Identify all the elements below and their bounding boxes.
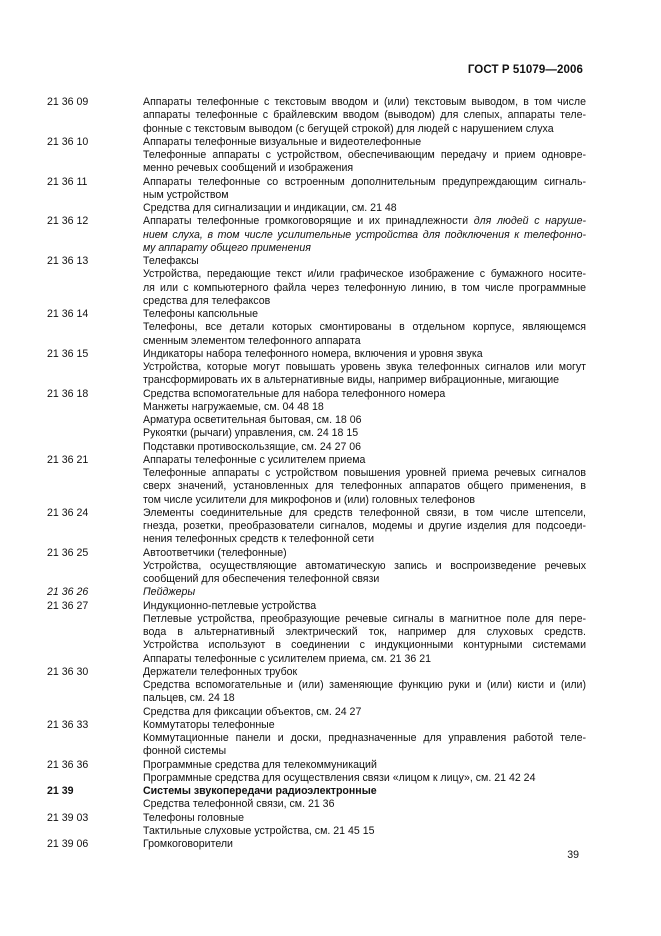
entry-text-line: Телефоны капсюльные: [143, 308, 259, 320]
entry-text-line: Программные средства для осуществления связи «лицом к лицу», см. 21 42 24: [143, 771, 536, 784]
classification-entry: [47, 176, 587, 216]
entry-text-line: сообщений для обеспечения телефонной связи: [143, 573, 380, 585]
entry-text-line: Пейджеры: [143, 586, 196, 599]
entry-text-line: Устройства используют в соединении с индукционными контурными системами: [143, 639, 586, 652]
classification-entry: [47, 547, 587, 587]
classification-entry: [47, 798, 587, 811]
entry-text-line: аппараты телефонные с брайлевским вводом (выводом) для слепых, аппараты теле-: [143, 109, 586, 122]
entry-text-line: Устройства, передающие текст и/или графическое изображение с бумажного носите-: [143, 268, 586, 281]
classification-entry: [47, 838, 587, 851]
entry-text-line: Программные средства для телекоммуникаций: [143, 758, 377, 771]
entry-text-line: Аппараты телефонные с усилителем приема: [143, 453, 366, 466]
entry-code: 21 36 27: [47, 599, 89, 612]
entry-text-line: Системы звукопередачи радиоэлектронные: [143, 785, 377, 797]
entry-text-line: Средства для сигнализации и индикации, см. 21 48: [143, 202, 397, 214]
entry-code: 21 36 14: [47, 308, 89, 320]
entry-text-line: Аппараты телефонные громкоговорящие и их принадлежности для людей с наруше-: [143, 215, 586, 228]
entry-code: 21 36 21: [47, 453, 89, 466]
classification-entry: [47, 454, 587, 507]
entry-text-line: фонные с текстовым выводом (с бегущей строкой) для людей с нарушением слуха: [143, 122, 554, 135]
classification-entry: [47, 96, 587, 136]
entry-text-line: Манжеты нагружаемые, см. 04 48 18: [143, 400, 324, 413]
entry-text-line: Автоответчики (телефонные): [143, 546, 287, 559]
entry-code: 21 36 09: [47, 96, 89, 108]
entry-code: 21 36 11: [47, 175, 88, 188]
entry-text-line: трансформировать их в альтернативные виды, например вибрационные, мигающие: [143, 374, 560, 387]
entry-description: [143, 96, 586, 136]
entry-code: 21 36 26: [47, 586, 89, 599]
entry-code: 21 36 18: [47, 387, 89, 400]
entry-text-line: Аппараты телефонные визуальные и видеотелефонные: [143, 135, 422, 148]
entry-text-line: нения телефонных средств к телефонной сети: [143, 533, 375, 546]
entry-text-line: ля или с компьютерного файла через телефонную линию, в том числе программные: [143, 281, 586, 294]
page-number: 39: [567, 849, 579, 861]
classification-entry: [47, 719, 587, 759]
entry-code: 21 36 13: [47, 255, 89, 267]
classification-entry: [47, 308, 587, 348]
entry-text-line: Элементы соединительные для средств телефонной связи, в том числе штепсели,: [143, 506, 586, 519]
entry-text-line: Петлевые устройства, преобразующие речевые сигналы в магнитное поле для пере-: [143, 612, 586, 625]
entry-code: 21 39 03: [47, 811, 89, 824]
entry-text-line: Средства вспомогательные и (или) заменяющие функцию руки и (или) кисти и (или): [143, 679, 586, 691]
entry-text-line: Держатели телефонных трубок: [143, 665, 298, 678]
entry-text-line: сверх значений, установленных для телефонных аппаратов общего применения, в: [143, 480, 586, 493]
entry-code: 21 36 33: [47, 718, 89, 731]
entry-description: [143, 812, 586, 839]
entry-text-line: нием слуха, в том числе усилительные устройства для подключения к телефонно-: [143, 228, 586, 241]
entry-description: [143, 785, 586, 798]
entry-text-line: пальцев, см. 24 18: [143, 692, 235, 705]
entry-text-line: Телефонные аппараты с устройством повышения уровней приема речевых сигналов: [143, 467, 586, 479]
entry-code: [47, 798, 143, 811]
document-standard-header: ГОСТ Р 51079—2006: [467, 64, 583, 76]
entry-text-line: вода в альтернативный электрический ток, например для слуховых средств.: [143, 626, 586, 638]
entry-code: 21 36 24: [47, 506, 89, 519]
entry-code: 21 36 15: [47, 347, 89, 360]
entry-code: 21 36 10: [47, 135, 89, 148]
classification-entries: [47, 96, 587, 851]
entry-description: [143, 176, 586, 216]
classification-entry: [47, 600, 587, 666]
entry-text-line: гнезда, розетки, преобразователи сигналов, модемы и другие изделия для подсоеди-: [143, 520, 586, 532]
entry-text-line: Индукционно-петлевые устройства: [143, 599, 317, 612]
entry-code: 21 36 12: [47, 215, 89, 228]
entry-text-line: Аппараты телефонные с текстовым вводом и (или) текстовым выводом, в том числе: [143, 96, 586, 108]
classification-entry: [47, 812, 587, 839]
entry-description: [143, 215, 586, 255]
entry-description: [143, 666, 586, 719]
entry-code: 21 36 30: [47, 665, 89, 678]
entry-text-line: Индикаторы набора телефонного номера, включения и уровня звука: [143, 347, 483, 360]
entry-text-line: том числе усилители для микрофонов и (или) головных телефонов: [143, 493, 476, 506]
entry-text-line: фонной системы: [143, 745, 227, 758]
entry-description: [143, 454, 586, 507]
entry-text-line: Подставки противоскользящие, см. 24 27 06: [143, 440, 362, 453]
entry-text-line: средства для телефаксов: [143, 294, 271, 307]
entry-description: [143, 798, 586, 811]
entry-text-line: Тактильные слуховые устройства, см. 21 45 15: [143, 824, 375, 837]
entry-code: 21 39 06: [47, 838, 89, 850]
entry-text-line: Коммутаторы телефонные: [143, 718, 275, 731]
entry-text-line: Телефаксы: [143, 255, 199, 267]
entry-description: [143, 759, 586, 786]
entry-text-line: Устройства, которые могут повышать уровень звука телефонных сигналов или могут: [143, 361, 586, 373]
entry-description: [143, 348, 586, 388]
entry-code: 21 39: [47, 785, 74, 797]
entry-text-line: Устройства, осуществляющие автоматическую запись и воспроизведение речевых: [143, 559, 586, 572]
classification-entry: [47, 348, 587, 388]
entry-code: 21 36 36: [47, 758, 89, 771]
entry-description: [143, 255, 586, 308]
entry-text-line: Средства вспомогательные для набора телефонного номера: [143, 387, 446, 400]
entry-description: [143, 838, 586, 851]
entry-text-line: ным устройством: [143, 188, 229, 201]
entry-text-line: Рукоятки (рычаги) управления, см. 24 18 15: [143, 427, 359, 440]
entry-description: [143, 388, 586, 454]
entry-text-line: Телефоны, все детали которых смонтированы в отдельном корпусе, являющемся: [143, 321, 586, 334]
classification-entry: [47, 215, 587, 255]
entry-description: [143, 586, 586, 599]
entry-description: [143, 719, 586, 759]
classification-entry: [47, 136, 587, 176]
classification-entry: [47, 507, 587, 547]
entry-text-line: сменным элементом телефонного аппарата: [143, 334, 361, 347]
entry-description: [143, 308, 586, 348]
entry-text-line: Телефонные аппараты с устройством, обеспечивающим передачу и прием одновре-: [143, 149, 586, 161]
entry-text-line: менно речевых сообщений и изображения: [143, 162, 354, 175]
entry-text-line: Средства телефонной связи, см. 21 36: [143, 798, 335, 811]
classification-entry: [47, 255, 587, 308]
entry-text-line: Аппараты телефонные со встроенным дополнительным предупреждающим сигналь-: [143, 175, 586, 188]
classification-entry: [47, 785, 587, 798]
entry-text-line: Аппараты телефонные с усилителем приема, см. 21 36 21: [143, 652, 432, 665]
entry-text-line: му аппарату общего применения: [143, 241, 311, 254]
entry-code: 21 36 25: [47, 546, 89, 559]
entry-description: [143, 136, 586, 176]
classification-entry: [47, 586, 587, 599]
entry-text-line: Громкоговорители: [143, 838, 233, 850]
entry-description: [143, 507, 586, 547]
entry-text-line: Коммутационные панели и доски, предназначенные для управления работой теле-: [143, 732, 586, 744]
classification-entry: [47, 666, 587, 719]
classification-entry: [47, 388, 587, 454]
classification-entry: [47, 759, 587, 786]
entry-description: [143, 547, 586, 587]
entry-text-line: Телефоны головные: [143, 811, 244, 824]
entry-description: [143, 600, 586, 666]
entry-text-line: Средства для фиксации объектов, см. 24 27: [143, 705, 362, 718]
entry-text-line: Арматура осветительная бытовая, см. 18 06: [143, 414, 362, 426]
